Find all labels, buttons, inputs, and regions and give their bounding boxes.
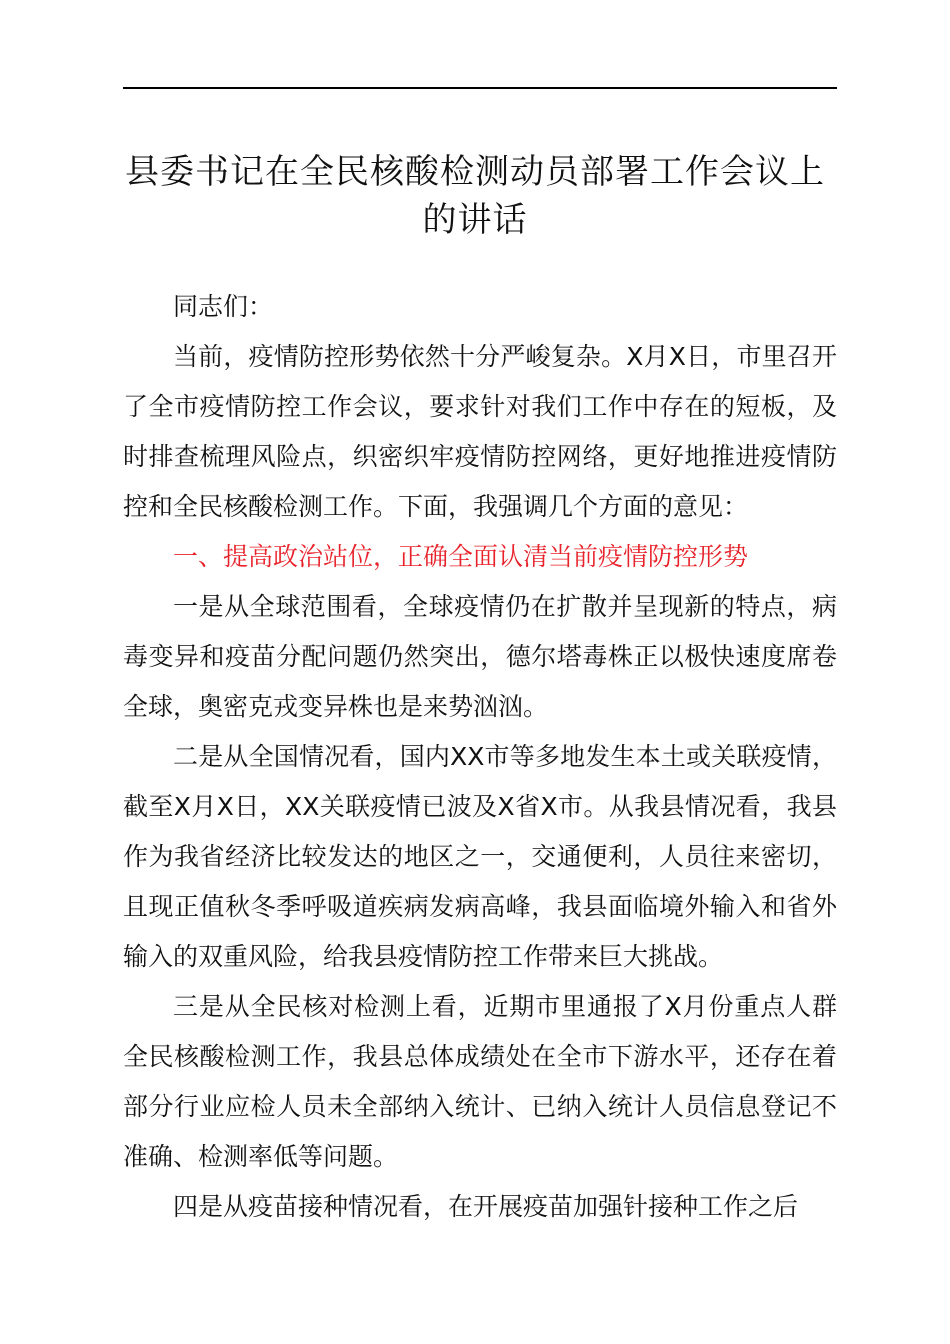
- page-title: [80, 148, 870, 244]
- salutation: 同志们：: [173, 292, 274, 321]
- point-paragraph-4: 四是从疫苗接种情况看，在开展疫苗加强针接种工作之后: [173, 1192, 799, 1221]
- document-body: [123, 282, 837, 1232]
- title-line-2: 的讲话: [422, 200, 528, 240]
- section-heading-1: 一、提高政治站位，正确全面认清当前疫情防控形势: [173, 542, 749, 571]
- intro-paragraph: 当前，疫情防控形势依然十分严峻复杂。X月X日，市里召开了全市疫情防控工作会议，要求针对我们工作中存在的短板，及时排查梳理风险点，织密织牢疫情防控网络，更好地推进疫情防控和全民核酸检测工作。下面，我强调几个方面的意见：: [123, 342, 837, 521]
- title-line-1: 县委书记在全民核酸检测动员部署工作会议上: [125, 152, 825, 192]
- point-paragraph-2: 二是从全国情况看，国内XX市等多地发生本土或关联疫情，截至X月X日，XX关联疫情已波及X省X市。从我县情况看，我县作为我省经济比较发达的地区之一，交通便利，人员往来密切，且现正值秋冬季呼吸道疾病发病高峰，我县面临境外输入和省外输入的双重风险，给我县疫情防控工作带来巨大挑战。: [123, 742, 837, 971]
- header-rule: [123, 87, 837, 89]
- point-paragraph-3: 三是从全民核对检测上看，近期市里通报了X月份重点人群全民核酸检测工作，我县总体成绩处在全市下游水平，还存在着部分行业应检人员未全部纳入统计、已纳入统计人员信息登记不准确、检测率低等问题。: [123, 992, 837, 1171]
- point-paragraph-1: 一是从全球范围看，全球疫情仍在扩散并呈现新的特点，病毒变异和疫苗分配问题仍然突出，德尔塔毒株正以极快速度席卷全球，奥密克戎变异株也是来势汹汹。: [123, 592, 837, 721]
